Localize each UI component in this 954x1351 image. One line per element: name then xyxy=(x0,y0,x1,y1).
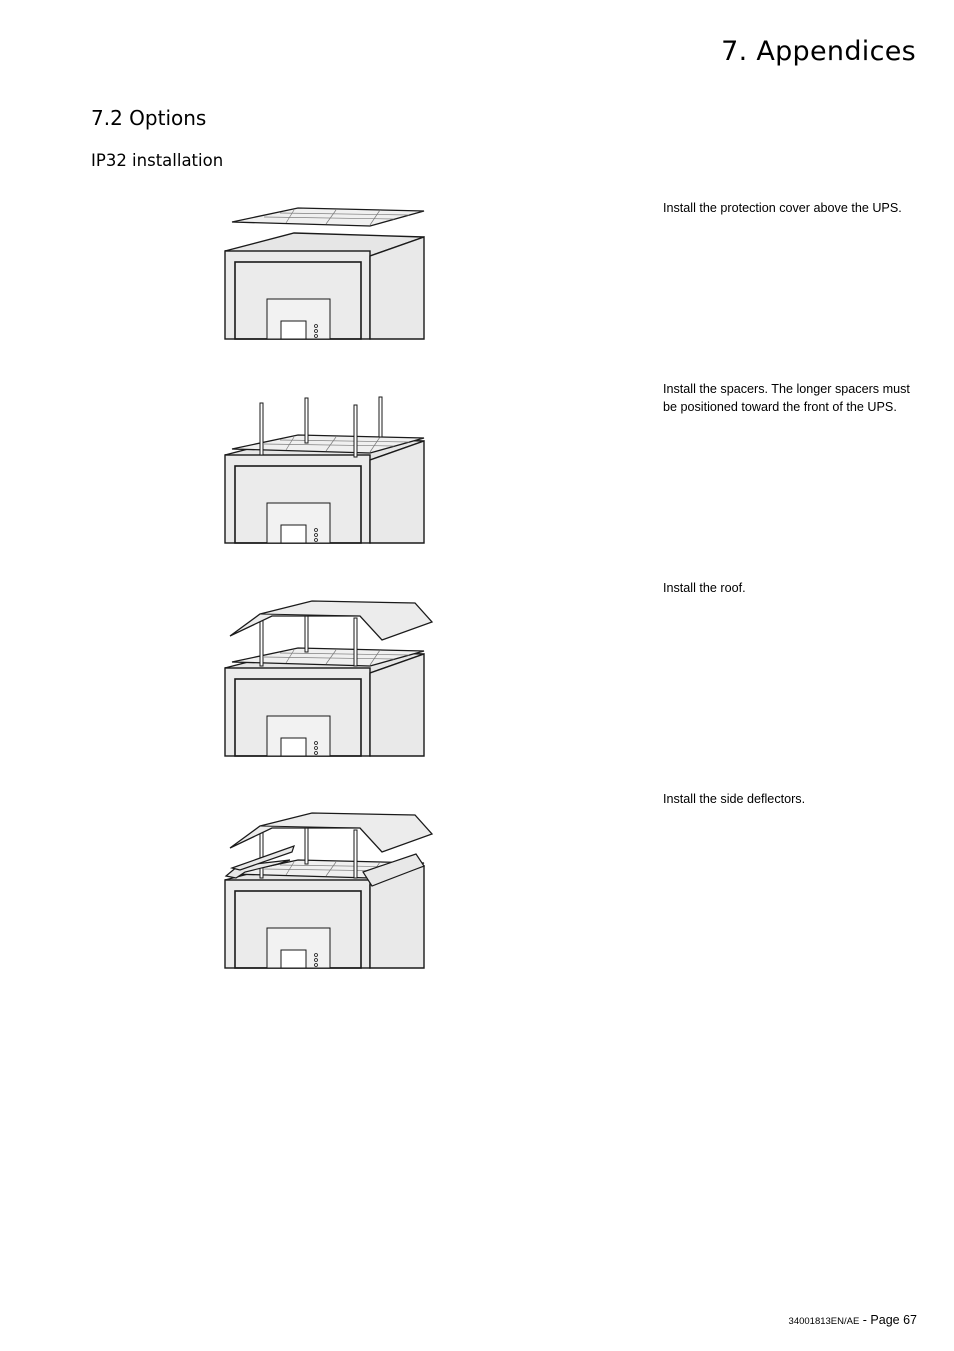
subsection-title: IP32 installation xyxy=(91,151,224,170)
document-code: 34001813EN/AE xyxy=(788,1316,860,1327)
section-title: 7.2 Options xyxy=(91,106,207,130)
step-4-illustration xyxy=(220,810,440,970)
step-1-illustration xyxy=(220,205,440,345)
step-2-illustration xyxy=(220,395,440,545)
chapter-title: 7. Appendices xyxy=(721,36,916,67)
page-number: - Page 67 xyxy=(859,1313,917,1327)
step-3-text: Install the roof. xyxy=(663,581,746,595)
step-1-text: Install the protection cover above the UPS. xyxy=(663,201,902,215)
page-footer xyxy=(789,1313,917,1327)
step-2-text: Install the spacers. The longer spacers must be positioned toward the front of the UPS. xyxy=(663,382,910,414)
step-3-illustration xyxy=(220,598,440,758)
step-4-text: Install the side deflectors. xyxy=(663,792,806,806)
